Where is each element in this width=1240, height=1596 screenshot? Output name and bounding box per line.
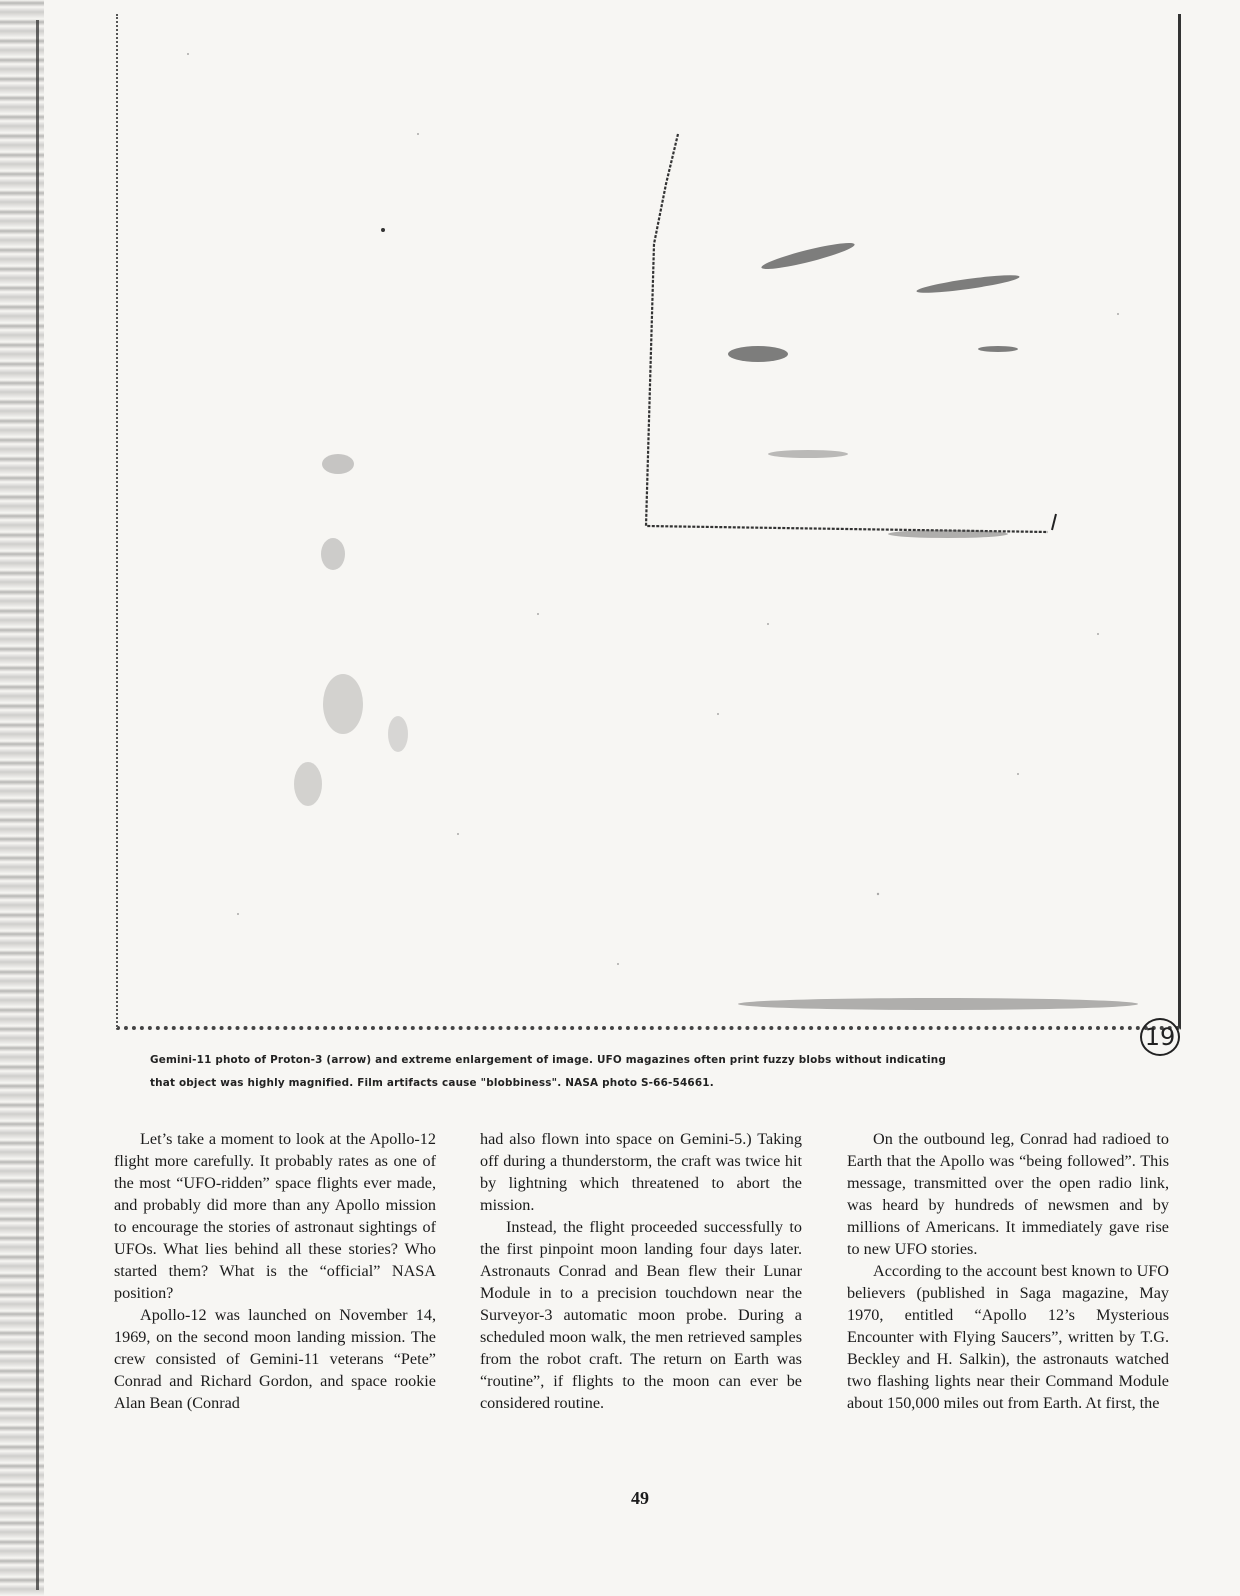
- scan-binding-line: [36, 20, 39, 1590]
- film-noise: [187, 53, 1119, 965]
- photo-caption: [150, 1049, 1140, 1095]
- caption-line-1: Gemini-11 photo of Proton-3 (arrow) and extreme enlargement of image. UFO magazines often print fuzzy blobs without indicating: [150, 1054, 947, 1066]
- caption-line-2: that object was highly magnified. Film artifacts cause "blobbiness". NASA photo S-66-54661.: [150, 1077, 714, 1089]
- inset-tick-mark: [1052, 514, 1056, 530]
- photo-artwork: [118, 14, 1178, 1026]
- arrow-marker-dot: [381, 228, 385, 232]
- paragraph: Let’s take a moment to look at the Apollo-12 flight more carefully. It probably rates as one of the most “UFO-ridden” space flights ever made, and probably did more than any Apollo mission to encourage the stories of astronaut sightings of UFOs. What lies behind all these stories? Who started them? What is the “official” NASA position?: [114, 1130, 436, 1302]
- enlargement-inset-outline: [646, 134, 1048, 532]
- paragraph: Apollo-12 was launched on November 14, 1969, on the second moon landing mission. The crew consisted of Gemini-11 veterans “Pete” Conrad and Richard Gordon, and space rookie Alan Bean (Conrad: [114, 1306, 436, 1412]
- gemini-photo: [116, 14, 1181, 1030]
- paragraph: Instead, the flight proceeded successfully to the first pinpoint moon landing four days later. Astronauts Conrad and Bean flew their Lunar Module in to a precision touchdown near the Surveyor-3 automatic moon probe. During a scheduled moon walk, the men retrieved samples from the robot craft. The return on Earth was “routine”, if flights to the moon can ever be considered routine.: [480, 1218, 802, 1412]
- fuzzy-blobs: [294, 239, 1138, 1010]
- page-number: 49: [631, 1488, 649, 1508]
- handwritten-page-mark: 19: [1140, 1018, 1180, 1056]
- paragraph: had also flown into space on Gemini-5.) Taking off during a thunderstorm, the craft was twice hit by lightning which threatened to abort the mission.: [480, 1130, 802, 1214]
- text-column-3: [847, 1128, 1169, 1414]
- paragraph: On the outbound leg, Conrad had radioed to Earth that the Apollo was “being followed”. This message, transmitted over the open radio link, was heard by hundreds of newsmen and by millions of Americans. It immediately gave rise to new UFO stories.: [847, 1130, 1169, 1258]
- paragraph: According to the account best known to UFO believers (published in Saga magazine, May 1970, entitled “Apollo 12’s Mysterious Encounter with Flying Saucers”, written by T.G. Beckley and H. Salkin), the astronauts watched two flashing lights near their Command Module about 150,000 miles out from Earth. At first, the: [847, 1262, 1169, 1412]
- text-column-1: [114, 1128, 436, 1414]
- text-column-2: [480, 1128, 802, 1414]
